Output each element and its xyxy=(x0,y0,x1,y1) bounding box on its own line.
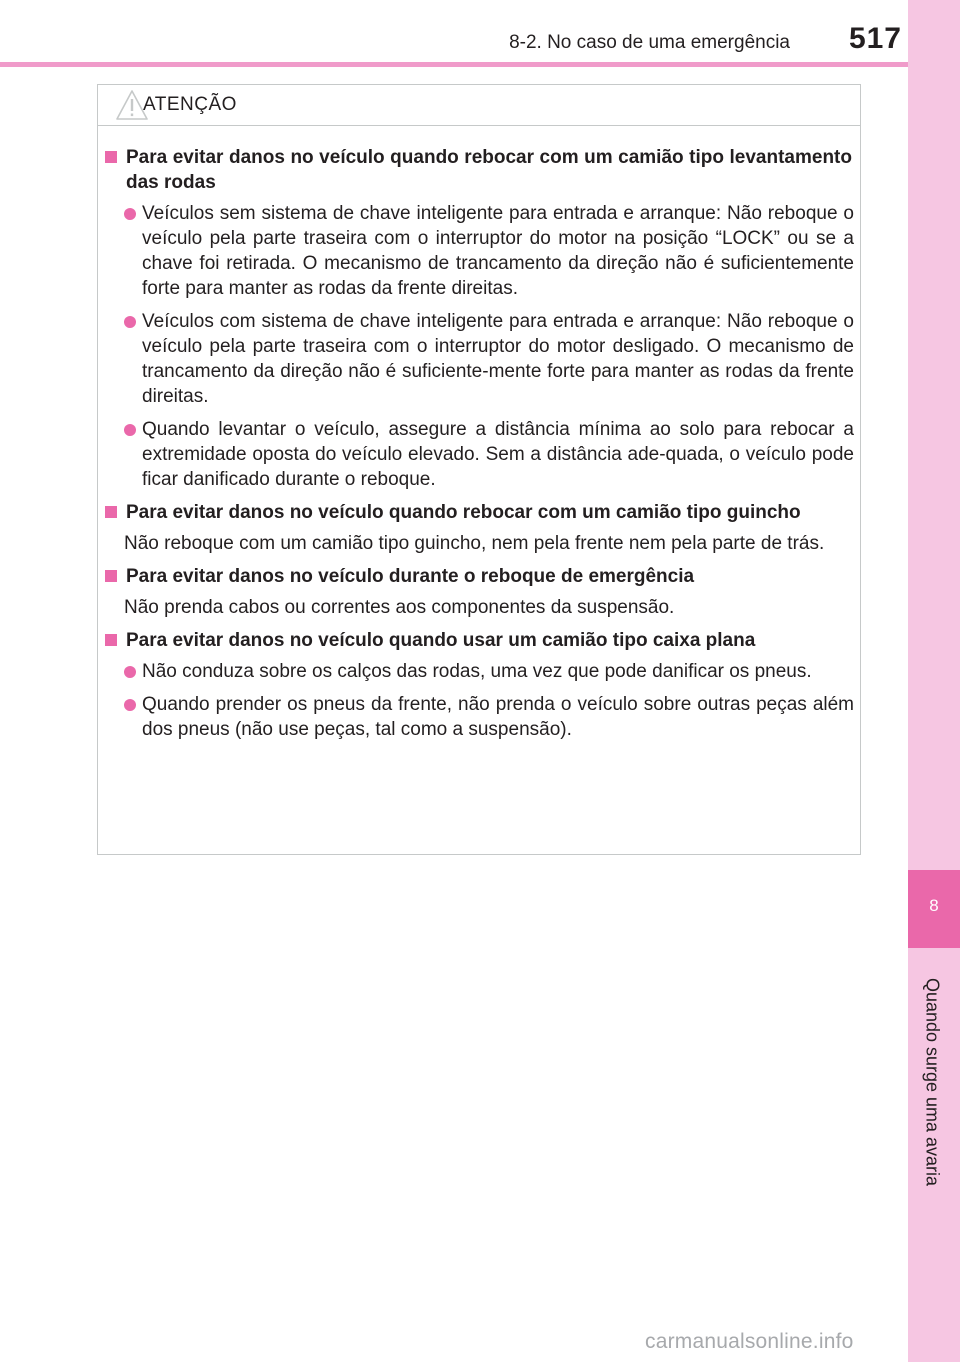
list-item xyxy=(98,692,854,742)
chapter-label: Quando surge uma avaria xyxy=(922,977,943,1187)
list-item-text: Quando prender os pneus da frente, não prenda o veículo sobre outras peças além dos pneus (não use peças, tal como a suspensão). xyxy=(142,694,854,740)
round-bullet-icon xyxy=(124,699,136,711)
warning-box xyxy=(97,84,861,855)
round-bullet-icon xyxy=(124,424,136,436)
round-bullet-icon xyxy=(124,208,136,220)
warning-content xyxy=(98,145,862,750)
watermark: carmanualsonline.info xyxy=(645,1330,854,1353)
section-heading xyxy=(100,500,852,525)
list-item-text: Veículos sem sistema de chave inteligente para entrada e arranque: Não reboque o veículo pela parte traseira com o interruptor do motor na posição “LOCK” ou se a chave foi retirada. O mecanismo de trancamento da direção não é suficientemente forte para manter as rodas da frente direitas. xyxy=(142,203,854,299)
square-bullet-icon xyxy=(105,506,117,518)
section-heading xyxy=(100,145,852,195)
page-number: 517 xyxy=(848,22,902,55)
warning-header xyxy=(98,85,860,126)
list-item xyxy=(98,201,854,301)
section-paragraph: Não prenda cabos ou correntes aos componentes da suspensão. xyxy=(124,597,675,618)
list-item-text: Quando levantar o veículo, assegure a distância mínima ao solo para rebocar a extremidade oposta do veículo elevado. Sem a distância ade-quada, o veículo pode ficar danificado durante o reboque. xyxy=(142,419,854,490)
list-item-text: Não conduza sobre os calços das rodas, uma vez que pode danificar os pneus. xyxy=(142,661,812,682)
section-heading-text: Para evitar danos no veículo quando rebocar com um camião tipo levantamento das rodas xyxy=(126,147,852,193)
section-title: 8-2. No caso de uma emergência xyxy=(509,32,790,53)
square-bullet-icon xyxy=(105,151,117,163)
square-bullet-icon xyxy=(105,634,117,646)
list-item xyxy=(98,417,854,492)
chapter-number: 8 xyxy=(929,896,939,915)
section-heading-text: Para evitar danos no veículo quando rebocar com um camião tipo guincho xyxy=(126,502,801,523)
list-item-text: Veículos com sistema de chave inteligente para entrada e arranque: Não reboque o veículo pela parte traseira com o interruptor do motor desligado. O mecanismo de trancamento da direção não é suficiente-mente forte para manter as rodas da frente direitas. xyxy=(142,311,854,407)
list-item xyxy=(98,309,854,409)
square-bullet-icon xyxy=(105,570,117,582)
round-bullet-icon xyxy=(124,316,136,328)
list-item xyxy=(98,659,854,684)
section-heading-text: Para evitar danos no veículo quando usar um camião tipo caixa plana xyxy=(126,630,756,651)
warning-title: ATENÇÃO xyxy=(143,94,237,115)
section-heading xyxy=(100,564,852,589)
section-heading-text: Para evitar danos no veículo durante o reboque de emergência xyxy=(126,566,695,587)
section-paragraph: Não reboque com um camião tipo guincho, nem pela frente nem pela parte de trás. xyxy=(124,533,825,554)
header-rule xyxy=(0,62,908,67)
round-bullet-icon xyxy=(124,666,136,678)
section-heading xyxy=(100,628,852,653)
